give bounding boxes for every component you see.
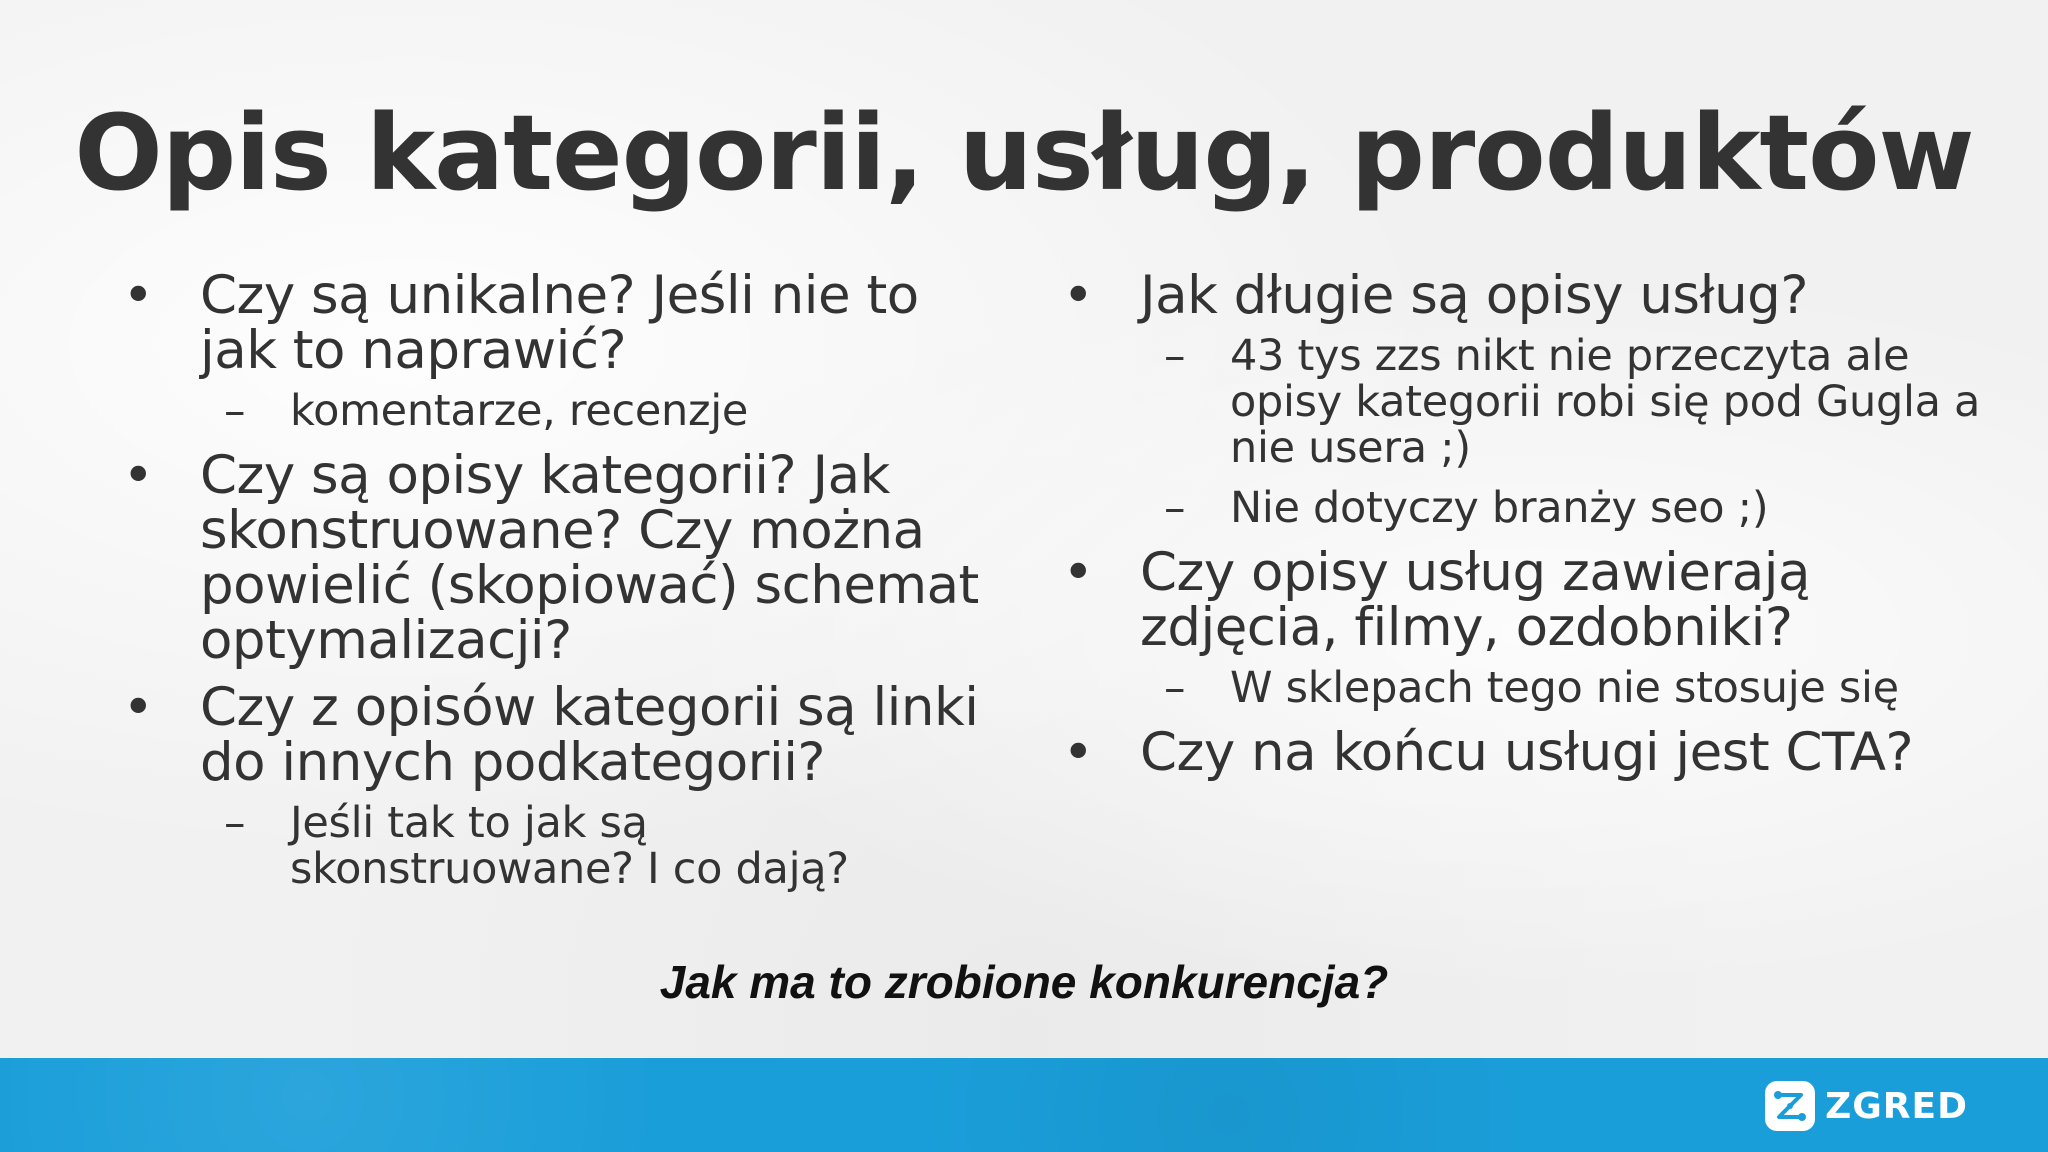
sub-bullet-text: W sklepach tego nie stosuje się (1230, 663, 1899, 713)
sub-bullet-text: Nie dotyczy branży seo ;) (1230, 483, 1769, 533)
sub-bullet-item (118, 800, 998, 892)
bullet-dot: • (1062, 542, 1094, 603)
sub-bullet-dash: – (1164, 331, 1186, 381)
sub-bullet-text: Jeśli tak to jak są skonstruowane? I co dają? (290, 798, 849, 894)
bullet-dot: • (1062, 722, 1094, 783)
bullet-item (1058, 265, 1998, 326)
sub-bullet-item (1058, 665, 1998, 711)
sub-bullet-dash: – (1164, 483, 1186, 533)
bullet-item (118, 677, 998, 793)
right-column (1058, 265, 1998, 786)
bullet-dot: • (122, 445, 154, 506)
sub-bullet-item (118, 388, 998, 434)
bullet-item (1058, 722, 1998, 783)
bullet-text: Czy na końcu usługi jest CTA? (1140, 722, 1914, 783)
bullet-item (118, 265, 998, 381)
sub-bullet-text: 43 tys zzs nikt nie przeczyta ale opisy kategorii robi się pod Gugla a nie usera ;) (1230, 331, 1981, 473)
bullet-text: Czy z opisów kategorii są linki do innych podkategorii? (200, 677, 979, 793)
bullet-text: Czy są unikalne? Jeśli nie to jak to naprawić? (200, 265, 919, 381)
sub-bullet-dash: – (224, 798, 246, 848)
bullet-dot: • (1062, 265, 1094, 326)
bullet-item (1058, 542, 1998, 658)
bullet-dot: • (122, 677, 154, 738)
bullet-dot: • (122, 265, 154, 326)
brand-logo (1765, 1080, 1968, 1132)
bottom-band (0, 1058, 2048, 1152)
footer-question: Jak ma to zrobione konkurencja? (659, 956, 1389, 1008)
sub-bullet-dash: – (224, 386, 246, 436)
zgred-logo-icon (1765, 1081, 1815, 1131)
bullet-item (118, 445, 998, 671)
sub-bullet-text: komentarze, recenzje (290, 386, 749, 436)
bullet-text: Jak długie są opisy usług? (1140, 265, 1808, 326)
slide-title: Opis kategorii, usług, produktów (74, 92, 1974, 214)
bullet-text: Czy opisy usług zawierają zdjęcia, filmy, ozdobniki? (1140, 542, 1810, 658)
logo-text: ZGRED (1825, 1085, 1968, 1127)
sub-bullet-item (1058, 485, 1998, 531)
bullet-text: Czy są opisy kategorii? Jak skonstruowane? Czy można powielić (skopiować) schemat optymalizacji? (200, 445, 979, 671)
sub-bullet-dash: – (1164, 663, 1186, 713)
sub-bullet-item (1058, 333, 1998, 471)
left-column (118, 265, 998, 906)
